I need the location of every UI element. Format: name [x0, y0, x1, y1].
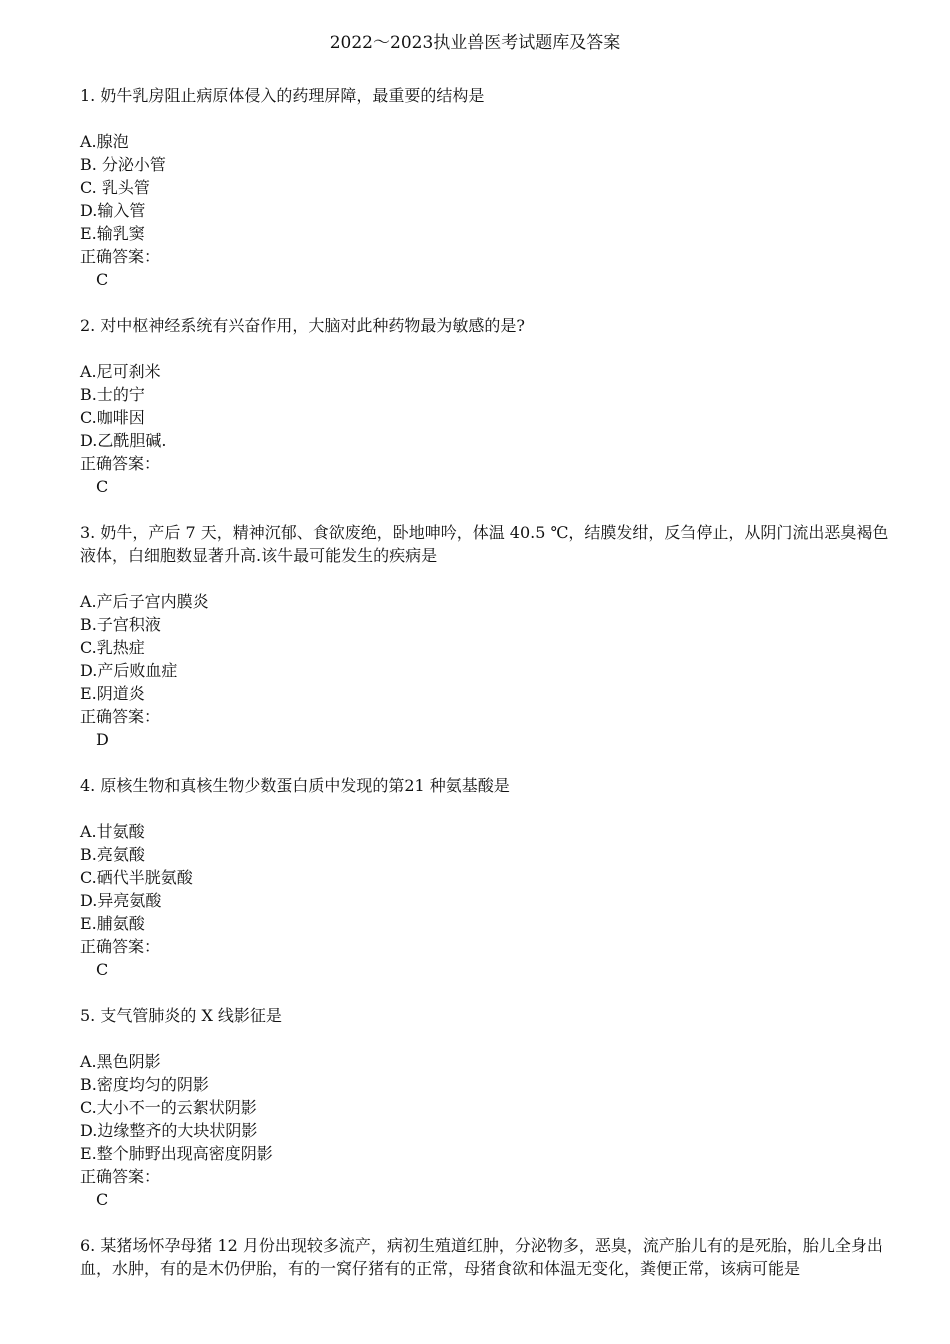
question-text: 1. 奶牛乳房阻止病原体侵入的药理屏障，最重要的结构是	[80, 86, 485, 105]
answer-label: 正确答案：	[80, 454, 161, 473]
question-text: 2. 对中枢神经系统有兴奋作用，大脑对此种药物最为敏感的是?	[80, 316, 525, 335]
question-6	[80, 1234, 890, 1280]
question-text: 4. 原核生物和真核生物少数蛋白质中发现的第21 种氨基酸是	[80, 776, 510, 795]
answer-label: 正确答案：	[80, 937, 161, 956]
option-b: B. 分泌小管	[80, 155, 166, 174]
question-5	[80, 1004, 890, 1211]
option-c: C. 乳头管	[80, 178, 150, 197]
option-e: E.整个肺野出现高密度阴影	[80, 1144, 273, 1163]
answer-value: C	[96, 960, 109, 979]
question-text: 5. 支气管肺炎的 X 线影征是	[80, 1006, 282, 1025]
question-text: 6. 某猪场怀孕母猪 12 月份出现较多流产，病初生殖道红肿，分泌物多，恶臭，流产胎儿有的是死胎，胎儿全身出血，水肿，有的是木仍伊胎，有的一窝仔猪有的正常，母猪食欲和体温无变化，粪便正常，该病可能是	[80, 1236, 883, 1278]
option-a: A.尼可刹米	[80, 362, 161, 381]
question-list	[80, 84, 890, 1303]
answer-label: 正确答案：	[80, 247, 161, 266]
option-a: A.腺泡	[80, 132, 129, 151]
option-c: C.大小不一的云絮状阴影	[80, 1098, 257, 1117]
option-e: E.脯氨酸	[80, 914, 145, 933]
question-4	[80, 774, 890, 981]
option-d: D.异亮氨酸	[80, 891, 162, 910]
option-d: D.乙酰胆碱.	[80, 431, 167, 450]
option-a: A.产后子宫内膜炎	[80, 592, 209, 611]
answer-value: C	[96, 270, 109, 289]
option-c: C.乳热症	[80, 638, 145, 657]
question-text: 3. 奶牛，产后 7 天，精神沉郁、食欲废绝，卧地呻吟，体温 40.5 ℃，结膜发绀，反刍停止，从阴门流出恶臭褐色液体，白细胞数显著升高.该牛最可能发生的疾病是	[80, 523, 889, 565]
option-d: D.输入管	[80, 201, 146, 220]
option-d: D.产后败血症	[80, 661, 178, 680]
option-a: A.黑色阴影	[80, 1052, 161, 1071]
answer-label: 正确答案：	[80, 707, 161, 726]
option-a: A.甘氨酸	[80, 822, 145, 841]
option-c: C.咖啡因	[80, 408, 145, 427]
question-1	[80, 84, 890, 291]
question-3	[80, 521, 890, 751]
option-e: E.阴道炎	[80, 684, 145, 703]
option-b: B.密度均匀的阴影	[80, 1075, 209, 1094]
option-c: C.硒代半胱氨酸	[80, 868, 193, 887]
option-d: D.边缘整齐的大块状阴影	[80, 1121, 258, 1140]
answer-value: D	[96, 730, 109, 749]
option-b: B.士的宁	[80, 385, 145, 404]
answer-value: C	[96, 477, 109, 496]
option-b: B.子宫积液	[80, 615, 161, 634]
option-e: E.输乳窦	[80, 224, 145, 243]
answer-label: 正确答案：	[80, 1167, 161, 1186]
question-2	[80, 314, 890, 498]
option-b: B.亮氨酸	[80, 845, 145, 864]
answer-value: C	[96, 1190, 109, 1209]
document-title: 2022～2023执业兽医考试题库及答案	[329, 33, 621, 53]
